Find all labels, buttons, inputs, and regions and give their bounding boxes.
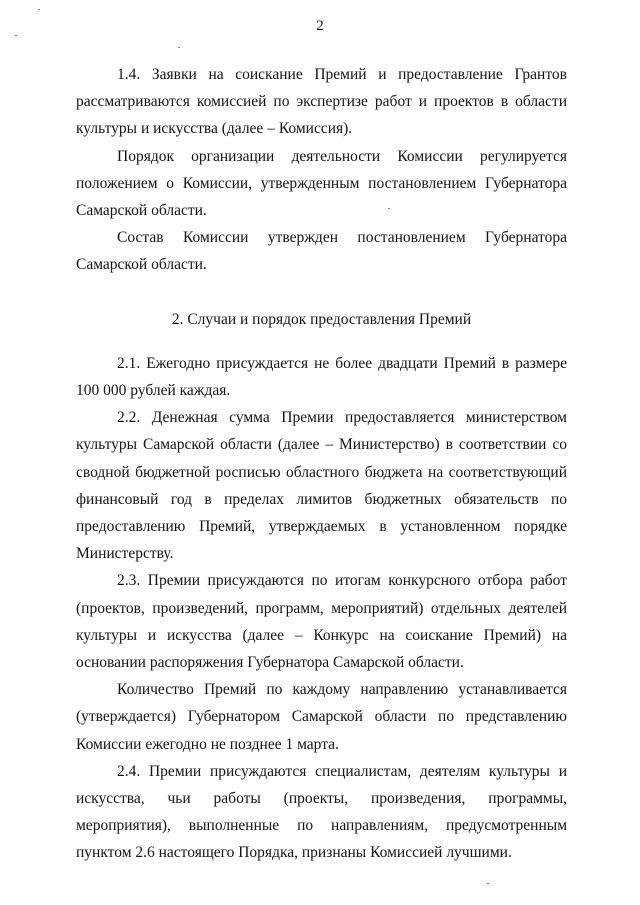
paragraph-commission-procedure: Порядок организации деятельности Комиссии регулируется положением о Комиссии, утвержденным постановлением Губернатора Самарской области. [76,147,567,220]
paragraph-prize-count: Количество Премий по каждому направлению устанавливается (утверждается) Губернатором Самарской области по представлению Комиссии ежегодно не позднее 1 марта. [76,681,567,753]
paragraph-2-4: 2.4. Премии присуждаются специалистам, деятелям культуры и искусства, чьи работы (проекты, произведения, программы, мероприятия), выполненные по направлениям, предусмотренным пунктом 2.6 настоящего Порядка, признаны Комиссией лучшими. [76,762,567,862]
scan-speck [178,47,180,48]
page-number: 2 [316,18,324,34]
scan-speck [487,883,489,884]
paragraph-1-4: 1.4. Заявки на соискание Премий и предоставление Грантов рассматриваются комиссией по экспертизе работ и проектов в области культуры и искусства (далее – Комиссия). [76,66,567,138]
spacer [76,333,567,350]
scan-speck [388,208,390,209]
paragraph-2-2: 2.2. Денежная сумма Премии предоставляется министерством культуры Самарской области (далее – Министерство) в соответствии со сводной бюджетной росписью областного бюджета на соответствующий финансовый год в пределах лимитов бюджетных обязательств по предоставлению Премий, утверждаемых в установленном порядке Министерству. [76,409,567,563]
paragraph-2-1: 2.1. Ежегодно присуждается не более двадцати Премий в размере 100 000 рублей каждая. [76,354,567,400]
document-body [76,61,567,867]
scan-speck [38,9,40,10]
scan-speck [15,35,17,36]
paragraph-commission-composition: Состав Комиссии утвержден постановлением Губернатора Самарской области. [76,229,567,274]
paragraph-2-3: 2.3. Премии присуждаются по итогам конкурсного отбора работ (проектов, произведений, программ, мероприятий) отдельных деятелей культуры и искусства (далее – Конкурс на соискание Премий) на основании распоряжения Губернатора Самарской области. [76,572,567,672]
section-heading: 2. Случаи и порядок предоставления Премий [171,310,472,328]
spacer [76,279,567,306]
